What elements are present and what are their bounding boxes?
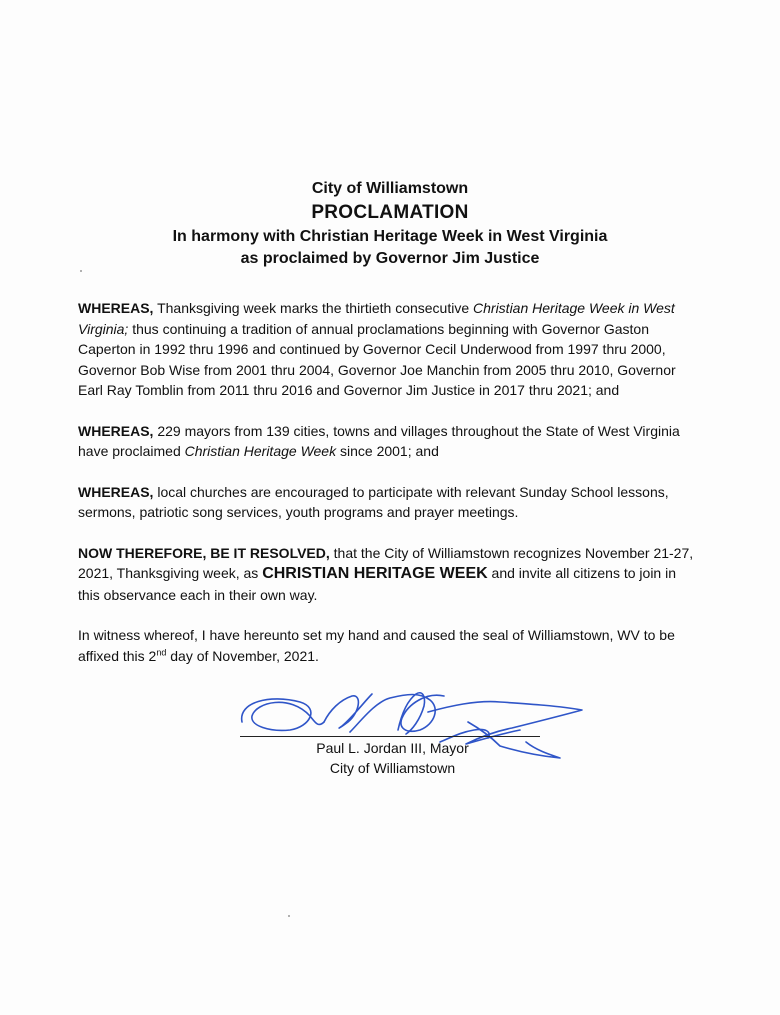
whereas-paragraph-1 (78, 298, 696, 401)
scan-speck (80, 270, 82, 272)
resolution-paragraph (78, 543, 696, 606)
signer-organization: City of Williamstown (329, 760, 456, 776)
whereas-paragraph-2 (78, 421, 696, 462)
whereas-label: WHEREAS, (78, 300, 154, 316)
whereas-paragraph-3 (78, 482, 696, 523)
italic-text: Christian Heritage Week (184, 443, 337, 459)
italic-text: Christian Heritage Week in West Virginia; (78, 300, 675, 337)
paragraph-text: that the City of Williamstown recognizes November 21-27, 2021, Thanksgiving week, as (78, 544, 694, 581)
whereas-label: WHEREAS, (78, 422, 154, 439)
paragraph-text: In witness whereof, I have hereunto set my hand and caused the seal of Williamstown, WV to be affixed this 2 (78, 627, 675, 664)
witness-paragraph (78, 625, 696, 666)
scan-speck (288, 915, 290, 917)
document-header (0, 178, 780, 270)
signature-line (240, 736, 540, 737)
subtitle-line-2: as proclaimed by Governor Jim Justice (240, 250, 540, 267)
proclamation-body (78, 298, 696, 686)
signer-block (280, 738, 505, 778)
paragraph-text: since 2001; and (336, 443, 439, 459)
resolved-label: NOW THEREFORE, BE IT RESOLVED, (78, 544, 330, 561)
ordinal-suffix: nd (156, 646, 167, 657)
whereas-label: WHEREAS, (78, 483, 154, 500)
emphasis-text: CHRISTIAN HERITAGE WEEK (262, 565, 488, 582)
paragraph-text: thus continuing a tradition of annual proclamations beginning with Governor Gaston Caperton in 1992 thru 1996 and continued by Governor Cecil Underwood from 1997 thru 2000, Governor Bob Wise from 2001 thru 2004, Governor Joe Manchin from 2005 thru 2010, Governor Earl Ray Tomblin from 2011 thru 2016 and Governor Jim Justice in 2017 thru 2021; and (78, 320, 676, 398)
document-title: PROCLAMATION (311, 202, 469, 223)
paragraph-text: day of November, 2021. (166, 647, 319, 664)
paragraph-text: local churches are encouraged to participate with relevant Sunday School lessons, sermons, patriotic song services, youth programs and prayer meetings. (78, 483, 669, 520)
city-name: City of Williamstown (311, 180, 469, 197)
paragraph-text: 229 mayors from 139 cities, towns and villages throughout the State of West Virginia have proclaimed (78, 422, 680, 459)
paragraph-text: and invite all citizens to join in this observance each in their own way. (78, 565, 676, 603)
signer-name: Paul L. Jordan III, Mayor (316, 740, 469, 756)
paragraph-text: Thanksgiving week marks the thirtieth consecutive (153, 300, 474, 316)
subtitle-line-1: In harmony with Christian Heritage Week in West Virginia (172, 228, 608, 245)
